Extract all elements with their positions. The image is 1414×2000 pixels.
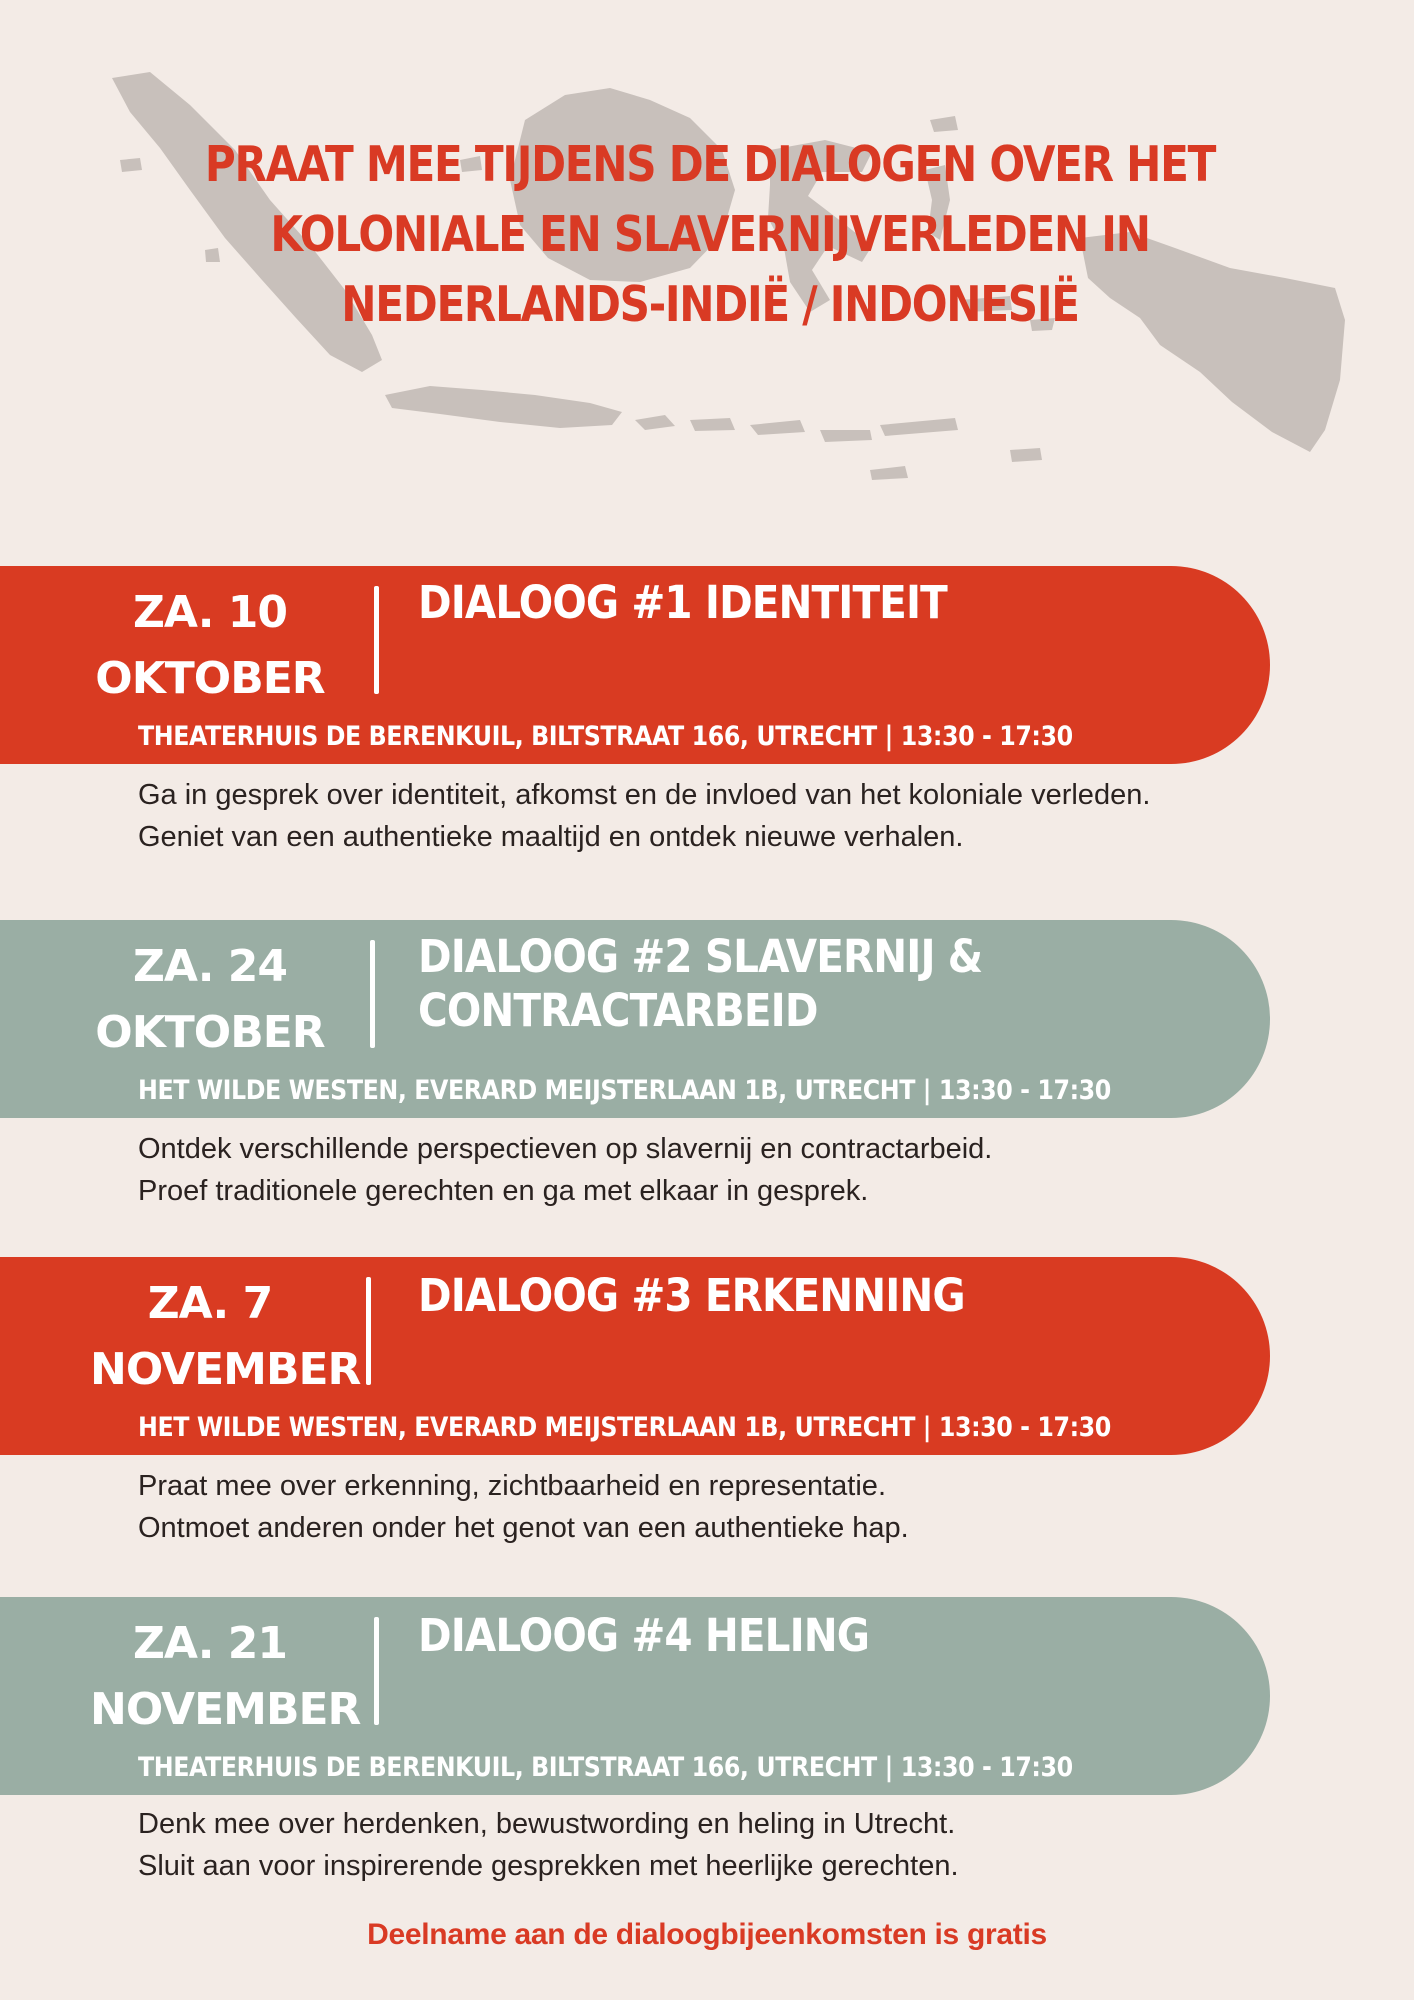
description-line: Ga in gesprek over identiteit, afkomst en de invloed van het koloniale verleden. (138, 779, 1151, 811)
event-date-day: ZA. 7 (147, 1278, 273, 1329)
event-heading-line: DIALOOG #1 IDENTITEIT (418, 576, 947, 629)
event-heading (418, 576, 1102, 630)
description-line: Denk mee over herdenken, bewustwording en heling in Utrecht. (138, 1808, 956, 1840)
event-description-2 (138, 1128, 1318, 1212)
event-heading-line: DIALOOG #2 SLAVERNIJ & (418, 930, 983, 983)
event-location: THEATERHUIS DE BERENKUIL, BILTSTRAAT 166, UTRECHT | 13:30 - 17:30 (138, 1752, 1073, 1783)
event-date-month: OKTOBER (95, 653, 325, 704)
event-date (90, 934, 330, 1066)
divider (374, 1617, 379, 1725)
event-heading (418, 1269, 1102, 1323)
event-description-3 (138, 1465, 1318, 1549)
event-date-day: ZA. 21 (132, 1618, 288, 1669)
title-line-2: KOLONIALE EN SLAVERNIJVERLEDEN IN (270, 206, 1150, 263)
event-date (90, 580, 330, 712)
description-line: Praat mee over erkenning, zichtbaarheid en representatie. (138, 1470, 886, 1502)
event-heading-line: DIALOOG #4 HELING (418, 1609, 870, 1662)
poster-title (203, 130, 1218, 340)
event-date-day: ZA. 10 (132, 587, 288, 638)
divider (374, 586, 379, 694)
event-description-1 (138, 774, 1318, 858)
footer-note: Deelname aan de dialoogbijeenkomsten is gratis (367, 1918, 1047, 1951)
event-date-month: OKTOBER (95, 1007, 325, 1058)
event-date (90, 1611, 361, 1743)
event-location: HET WILDE WESTEN, EVERARD MEIJSTERLAAN 1B, UTRECHT | 13:30 - 17:30 (138, 1412, 1111, 1443)
event-date-month: NOVEMBER (90, 1684, 361, 1735)
event-date-day: ZA. 24 (132, 941, 288, 992)
event-description-4 (138, 1803, 1318, 1887)
event-date (90, 1271, 361, 1403)
event-banner-4 (0, 1597, 1270, 1795)
event-heading-line: DIALOOG #3 ERKENNING (418, 1269, 965, 1322)
title-line-3: NEDERLANDS-INDIË / INDONESIË (341, 276, 1079, 333)
event-banner-2 (0, 920, 1270, 1118)
divider (366, 1277, 371, 1385)
event-date-month: NOVEMBER (90, 1344, 361, 1395)
description-line: Ontmoet anderen onder het genot van een authentieke hap. (138, 1512, 909, 1544)
event-location: HET WILDE WESTEN, EVERARD MEIJSTERLAAN 1B, UTRECHT | 13:30 - 17:30 (138, 1075, 1111, 1106)
title-line-1: PRAAT MEE TIJDENS DE DIALOGEN OVER HET (204, 136, 1216, 193)
event-heading (418, 1609, 1102, 1663)
event-banner-1 (0, 566, 1270, 764)
event-heading (418, 930, 1102, 1038)
description-line: Sluit aan voor inspirerende gesprekken met heerlijke gerechten. (138, 1850, 959, 1882)
description-line: Geniet van een authentieke maaltijd en ontdek nieuwe verhalen. (138, 821, 964, 853)
event-banner-3 (0, 1257, 1270, 1455)
description-line: Ontdek verschillende perspectieven op slavernij en contractarbeid. (138, 1133, 993, 1165)
event-heading-line: CONTRACTARBEID (418, 984, 818, 1037)
description-line: Proef traditionele gerechten en ga met elkaar in gesprek. (138, 1175, 869, 1207)
divider (370, 940, 375, 1048)
event-location: THEATERHUIS DE BERENKUIL, BILTSTRAAT 166, UTRECHT | 13:30 - 17:30 (138, 721, 1073, 752)
